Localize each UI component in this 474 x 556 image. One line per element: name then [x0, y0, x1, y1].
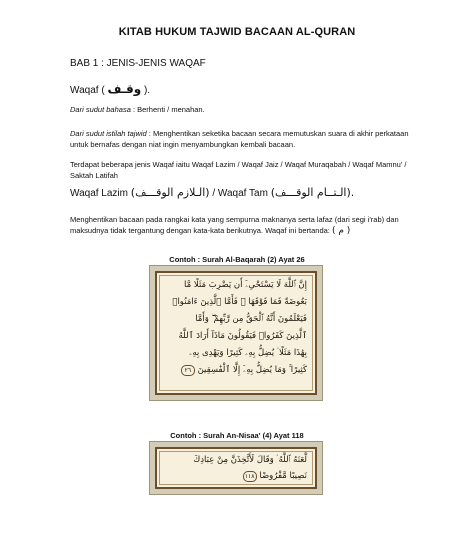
verse-line: بَعُوضَةً فَمَا فَوْقَهَا ۚ فَأَمَّا ٱلَّذِينَ ءَامَنُوا۟: [172, 297, 307, 307]
chapter-heading: BAB 1 : JENIS-JENIS WAQAF: [70, 58, 206, 69]
definition-istilah-text: : Menghentikan seketika bacaan secara memutuskan suara di akhir perkataan untuk bernafas dengan niat ingin menyambungkan kembali bacaan.: [70, 129, 409, 149]
verse-line: فَيَعْلَمُونَ أَنَّهُ ٱلْحَقُّ مِن رَّبِّهِمْ ۖ وَأَمَّا: [195, 314, 307, 324]
waqaf-label: Waqaf: [70, 85, 99, 96]
waqaf-open-paren: (: [101, 85, 105, 96]
verse-line-text: نَصِيبًا مَّفْرُوضًا: [259, 471, 307, 481]
verse-line: بِهَٰذَا مَثَلًا ۘ يُضِلُّ بِهِۦ كَثِيرًا وَيَهْدِى بِهِۦ: [189, 348, 307, 358]
waqaf-lazim-heading: [70, 186, 354, 199]
example1-verse-text: [155, 271, 317, 395]
verse-line: [165, 468, 307, 484]
tam-label: / Waqaf Tam: [212, 188, 268, 199]
tam-arabic: (الـتــام الوقـــف).: [270, 186, 355, 199]
verse-line: [165, 362, 307, 379]
page-title: KITAB HUKUM TAJWID BACAAN AL-QURAN: [118, 26, 356, 38]
verse-line: ٱلَّذِينَ كَفَرُوا۟ فَيَقُولُونَ مَاذَآ أَرَادَ ٱللَّهُ: [178, 331, 307, 341]
verse-line-text: كَثِيرًا ۚ وَمَا يُضِلُّ بِهِۦٓ إِلَّا ٱلْفَٰسِقِينَ: [197, 365, 307, 375]
example1-caption: Contoh : Surah Al-Baqarah (2) Ayat 26: [169, 255, 305, 264]
example2-quran-image: [149, 441, 323, 495]
ayah-number-marker: ٢٦: [181, 365, 195, 376]
waqaf-close-paren: ).: [143, 85, 151, 96]
definition-istilah-label: Dari sudut istilah tajwid: [70, 129, 147, 138]
example1-quran-image: [149, 265, 323, 401]
waqaf-mark: ( م ): [331, 226, 351, 236]
example2-verse-text: [155, 447, 317, 489]
definition-bahasa: [70, 104, 415, 115]
lazim-description-text: Menghentikan bacaan pada rangkai kata yang sempurna maknanya serta lafaz (dari segi i'rab) dan maksudnya tidak tergantung dengan kata-kata berikutnya. Waqaf ini bertanda:: [70, 215, 399, 235]
example2-caption: Contoh : Surah An-Nisaa' (4) Ayat 118: [170, 431, 304, 440]
ayah-number-marker: ١١٨: [243, 471, 257, 482]
waqaf-heading: [70, 82, 150, 96]
lazim-label: Waqaf Lazim: [70, 188, 128, 199]
lazim-arabic: (الـلازم الوقـــف): [130, 186, 210, 199]
lazim-description: [70, 214, 415, 237]
waqaf-types-paragraph: Terdapat beberapa jenis Waqaf iaitu Waqaf Lazim / Waqaf Jaiz / Waqaf Muraqabah / Waqaf Mamnu' / Saktah Latifah: [70, 160, 407, 180]
waqaf-arabic: وقـف: [107, 82, 142, 96]
definition-bahasa-label: Dari sudut bahasa: [70, 105, 131, 114]
definition-bahasa-text: : Berhenti / menahan.: [132, 105, 205, 114]
verse-line: لَّعَنَهُ ٱللَّهُ ۘ وَقَالَ لَأَتَّخِذَنَّ مِنْ عِبَادِكَ: [193, 455, 307, 465]
verse-line: إِنَّ ٱللَّهَ لَا يَسْتَحْىِۦٓ أَن يَضْرِبَ مَثَلًا مَّا: [184, 280, 307, 290]
definition-istilah: [70, 128, 415, 150]
